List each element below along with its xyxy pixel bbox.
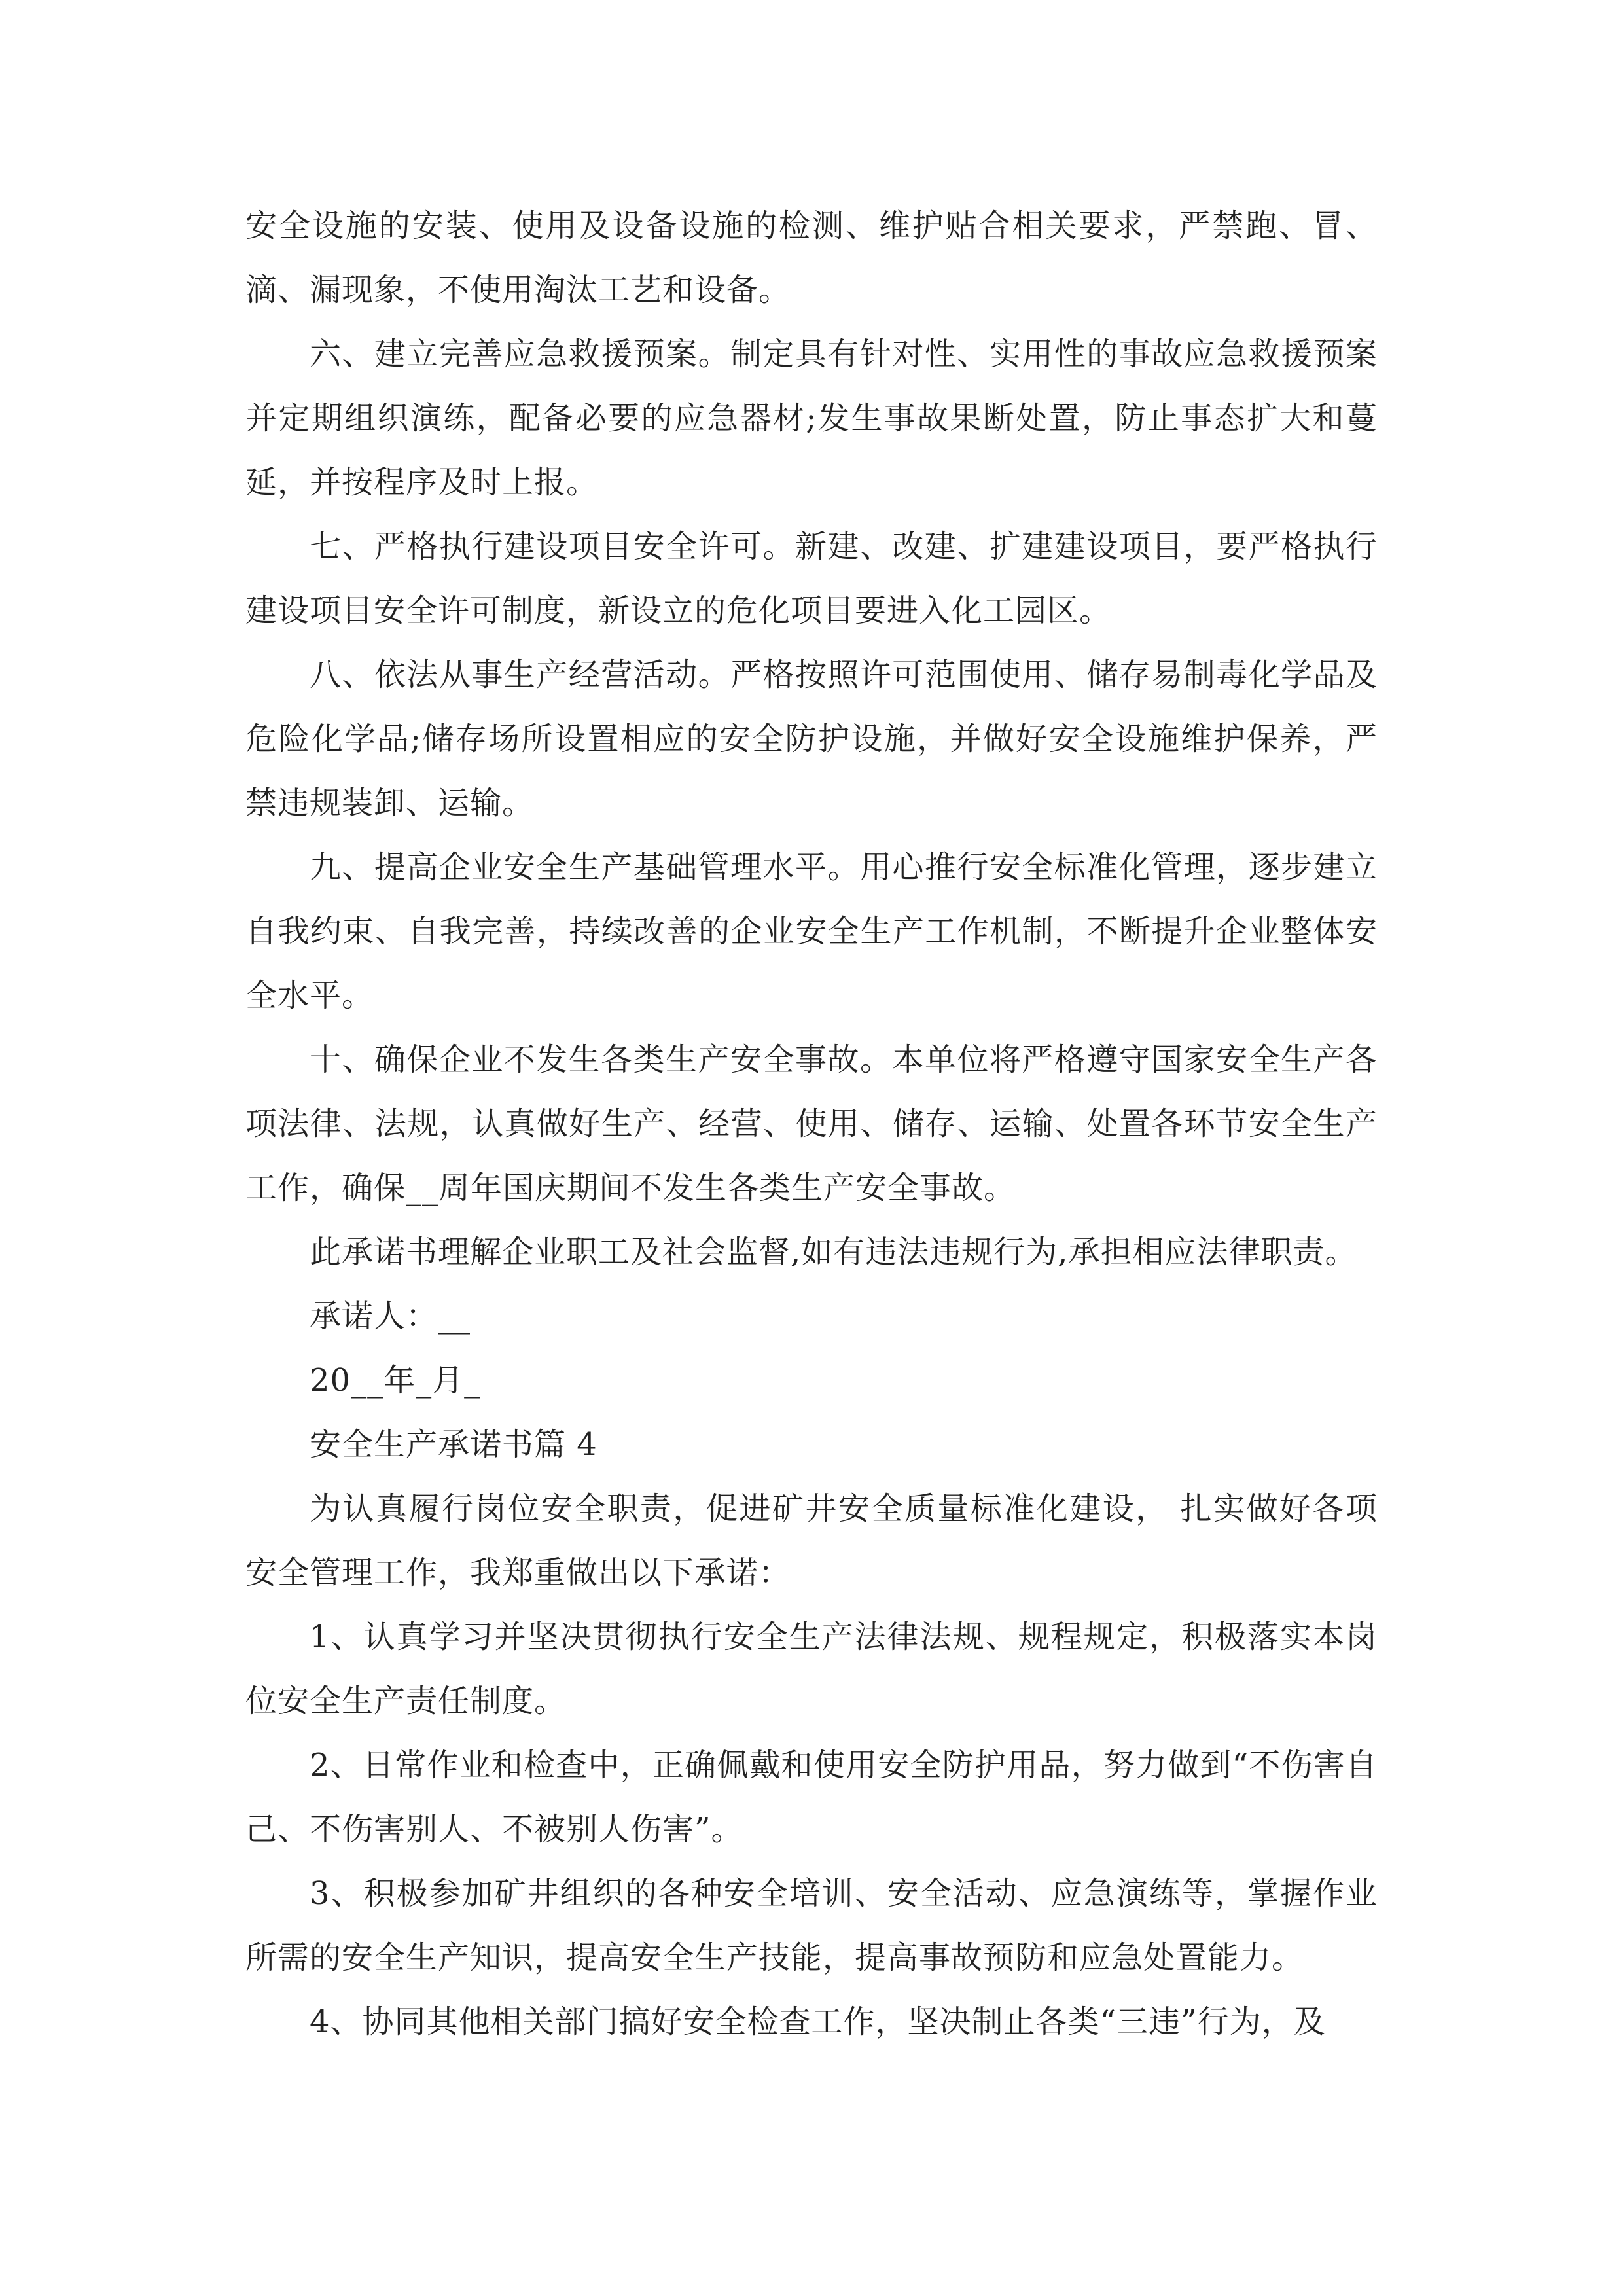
paragraph-item-7: 七、严格执行建设项目安全许可。新建、改建、扩建建设项目，要严格执行建设项目安全许可制度，新设立的危化项目要进入化工园区。 — [245, 528, 1378, 629]
paragraph-continuation: 安全设施的安装、使用及设备设施的检测、维护贴合相关要求，严禁跑、冒、滴、漏现象，不使用淘汰工艺和设备。 — [245, 207, 1378, 308]
signatory-line: 承诺人：__ — [310, 1298, 471, 1335]
paragraph-pledge-4: 4、协同其他相关部门搞好安全检查工作，坚决制止各类“三违”行为，及 — [310, 2003, 1326, 2040]
paragraph-pledge-2: 2、日常作业和检查中，正确佩戴和使用安全防护用品，努力做到“不伤害自己、不伤害别人、不被别人伤害”。 — [245, 1747, 1378, 1848]
document-body — [245, 194, 1378, 2054]
paragraph-intro: 为认真履行岗位安全职责，促进矿井安全质量标准化建设， 扎实做好各项安全管理工作，我郑重做出以下承诺： — [245, 1490, 1378, 1591]
paragraph-item-9: 九、提高企业安全生产基础管理水平。用心推行安全标准化管理，逐步建立自我约束、自我完善，持续改善的企业安全生产工作机制，不断提升企业整体安全水平。 — [245, 849, 1378, 1014]
paragraph-pledge-3: 3、积极参加矿井组织的各种安全培训、安全活动、应急演练等，掌握作业所需的安全生产知识，提高安全生产技能，提高事故预防和应急处置能力。 — [245, 1875, 1378, 1976]
section-heading: 安全生产承诺书篇 4 — [310, 1426, 597, 1463]
paragraph-item-6: 六、建立完善应急救援预案。制定具有针对性、实用性的事故应急救援预案并定期组织演练，配备必要的应急器材;发生事故果断处置，防止事态扩大和蔓延，并按程序及时上报。 — [245, 336, 1378, 501]
paragraph-pledge-1: 1、认真学习并坚决贯彻执行安全生产法律法规、规程规定，积极落实本岗位安全生产责任制度。 — [245, 1619, 1378, 1719]
date-line: 20__年_月_ — [310, 1362, 481, 1399]
paragraph-item-8: 八、依法从事生产经营活动。严格按照许可范围使用、储存易制毒化学品及危险化学品;储存场所设置相应的安全防护设施，并做好安全设施维护保养，严禁违规装卸、运输。 — [245, 656, 1378, 821]
supervision-statement: 此承诺书理解企业职工及社会监督,如有违法违规行为,承担相应法律职责。 — [310, 1234, 1357, 1270]
paragraph-item-10: 十、确保企业不发生各类生产安全事故。本单位将严格遵守国家安全生产各项法律、法规，认真做好生产、经营、使用、储存、运输、处置各环节安全生产工作，确保__周年国庆期间不发生各类生产安全事故。 — [245, 1041, 1378, 1206]
